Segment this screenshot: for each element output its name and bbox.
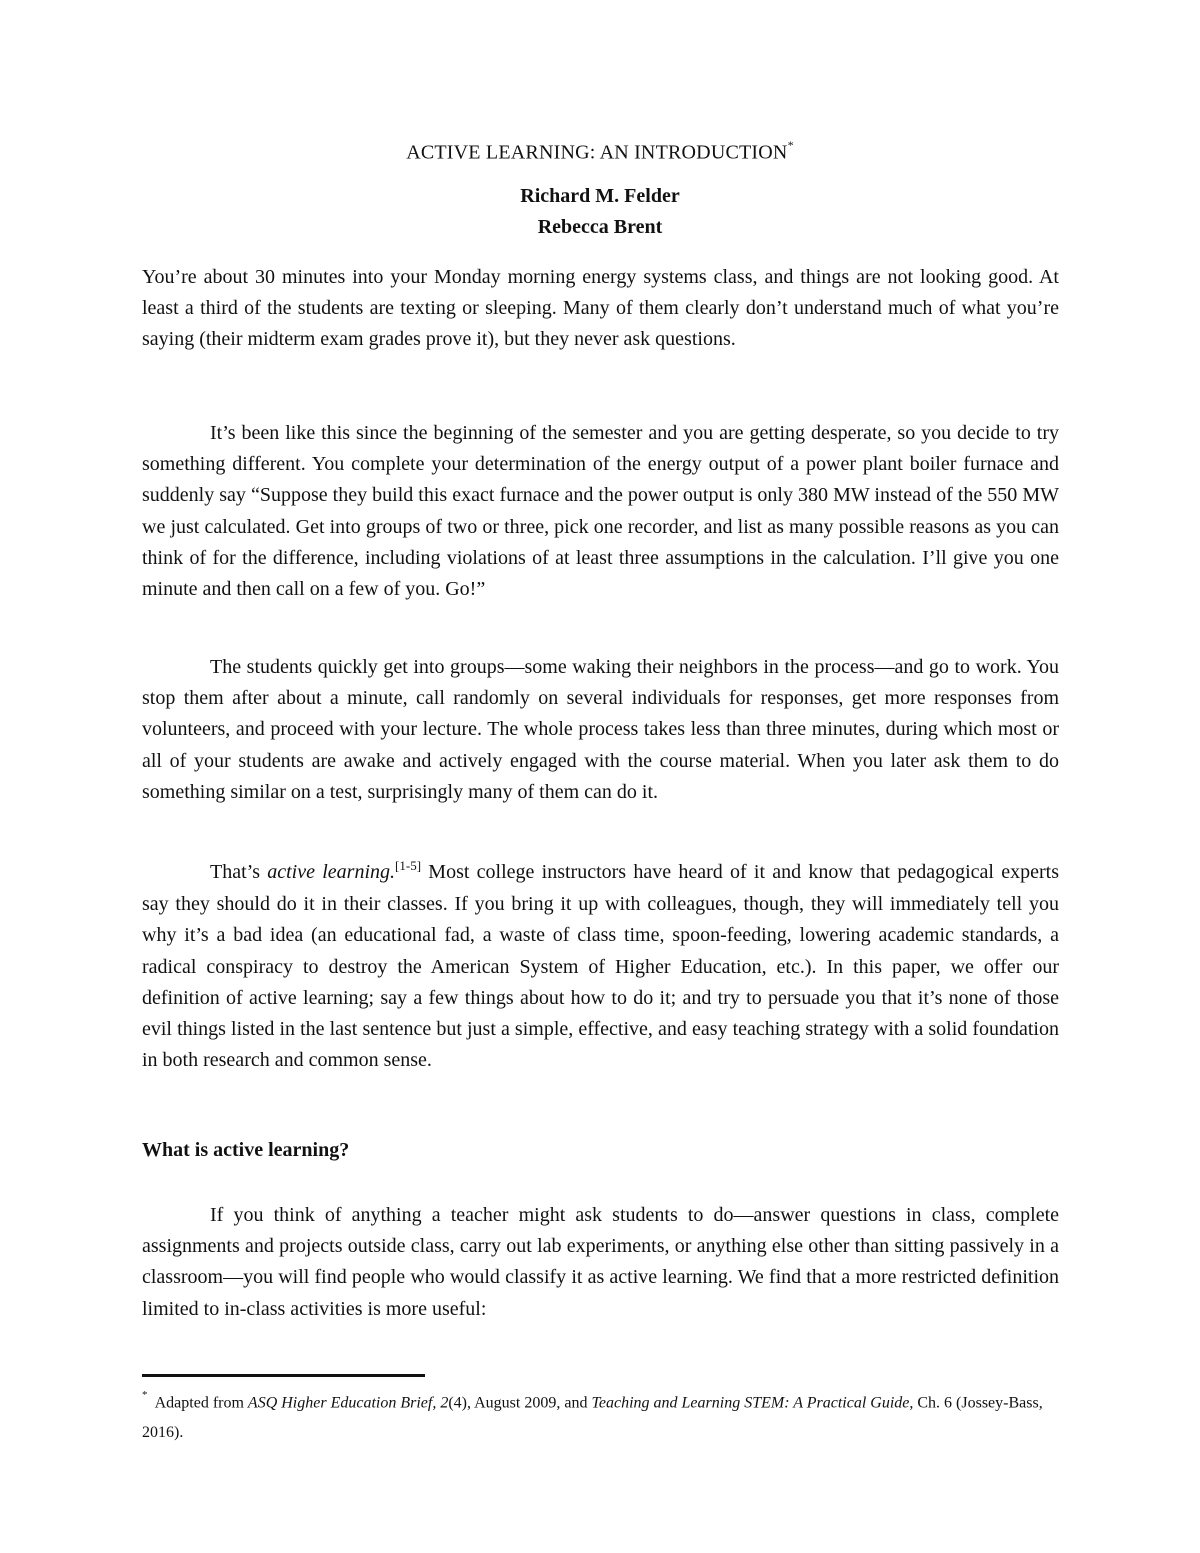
active-learning-term: active learning. [267, 861, 396, 883]
paragraph-outcome: The students quickly get into groups—some waking their neighbors in the process—and go to work. You stop them after about a minute, call randomly on several individuals for responses, get more responses from volunteers, and proceed with your lecture. The whole process takes less than three minutes, during which most or all of your students are awake and actively engaged with the course material. When you later ask them to do something similar on a test, surprisingly many of them can do it. [142, 656, 1059, 803]
footnote-text: , Ch. 6 (Jossey-Bass, 2016). [142, 1394, 1043, 1442]
footnote-volume: 2 [436, 1394, 449, 1412]
footnote-text: Adapted from [151, 1394, 248, 1412]
footnote-marker: * [142, 1389, 148, 1401]
paragraph-what-is: If you think of anything a teacher might ask students to do—answer questions in class, complete assignments and projects outside class, carry out lab experiments, or anything else other than sitting passively in a classroom—you will find people who would classify it as active learning. We find that a more restricted definition limited to in-class activities is more useful: [142, 1204, 1059, 1320]
reference-citation: [1-5] [395, 858, 422, 873]
paragraph-example: It’s been like this since the beginning of the semester and you are getting desperate, so you decide to try something different. You complete your determination of the energy output of a power plant boiler furnace and suddenly say “Suppose they build this exact furnace and the power output is only 380 MW instead of the 550 MW we just calculated. Get into groups of two or three, pick one recorder, and list as many possible reasons as you can think of for the difference, including violations of at least three assumptions in the calculation. I’ll give you one minute and then call on a few of you. Go!” [142, 422, 1059, 601]
author-name: Rebecca Brent [537, 216, 663, 238]
footnote [142, 1383, 1059, 1448]
paragraph-definition-intro [142, 857, 1059, 1076]
paper-title [0, 140, 1200, 165]
p4-rest: Most college instructors have heard of it and know that pedagogical experts say they should do it in their classes. If you bring it up with colleagues, though, they will immediately tell you why it’s a bad idea (an educational fad, a waste of class time, spoon-feeding, lowering academic standards, a radical conspiracy to destroy the American System of Higher Education, etc.). In this paper, we offer our definition of active learning; say a few things about how to do it; and try to persuade you that it’s none of those evil things listed in the last sentence but just a simple, effective, and easy teaching strategy with a solid foundation in both research and common sense. [142, 861, 1059, 1072]
p4-start: That’s [210, 861, 268, 883]
footnote-book-title: Teaching and Learning STEM: A Practical Guide [591, 1394, 910, 1412]
title-footnote-marker: * [787, 138, 794, 152]
footnote-text: (4), August 2009, and [448, 1394, 592, 1412]
author-name: Richard M. Felder [520, 185, 680, 207]
paragraph-intro: You’re about 30 minutes into your Monday morning energy systems class, and things are not looking good. At least a third of the students are texting or sleeping. Many of them clearly don’t understand much of what you’re saying (their midterm exam grades prove it), but they never ask questions. [142, 266, 1059, 351]
section-heading: What is active learning? [142, 1139, 350, 1161]
footnote-divider [142, 1374, 425, 1377]
title-text: ACTIVE LEARNING: AN INTRODUCTION [406, 141, 788, 164]
footnote-source-title: ASQ Higher Education Brief, [247, 1394, 437, 1412]
